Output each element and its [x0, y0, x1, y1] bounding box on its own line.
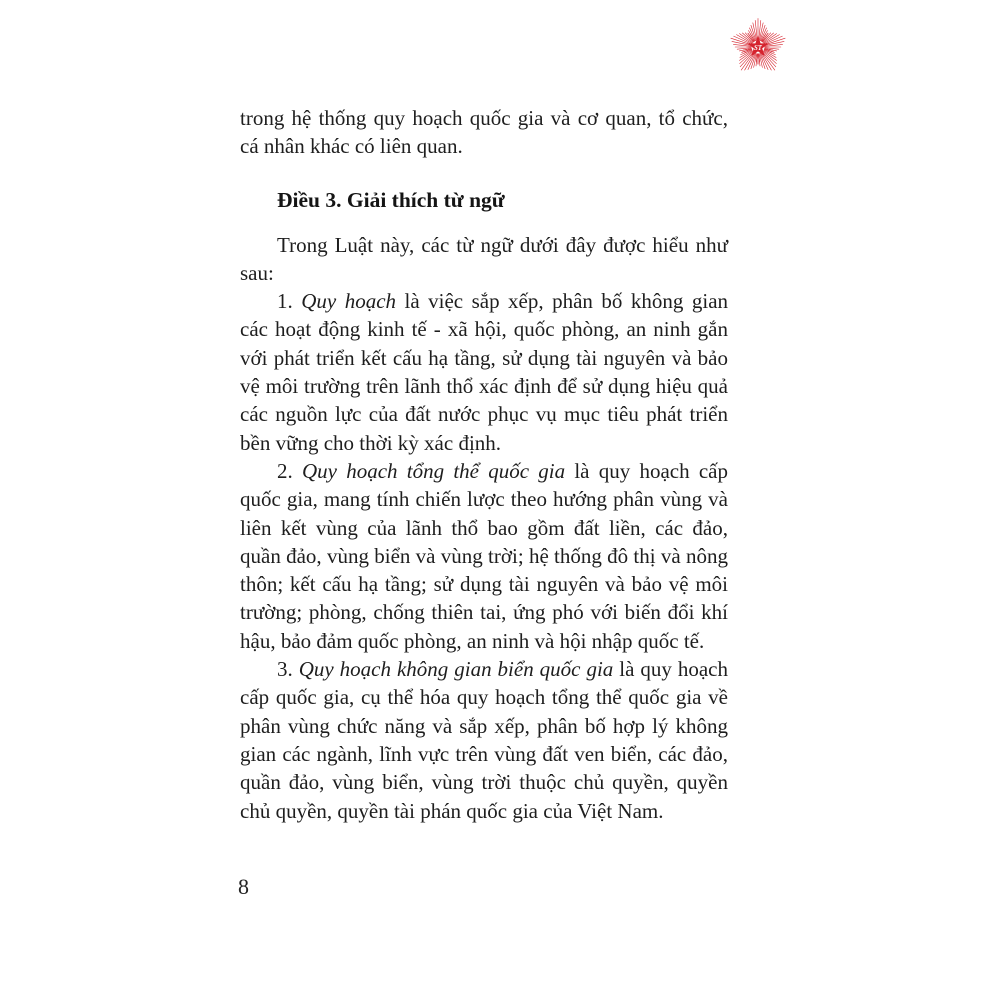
definition-item-1: [240, 287, 728, 457]
paragraph-continuation: trong hệ thống quy hoạch quốc gia và cơ quan, tổ chức, cá nhân khác có liên quan.: [240, 106, 728, 159]
defined-term: Quy hoạch: [301, 289, 397, 314]
page-text-block: [240, 104, 728, 825]
defined-term: Quy hoạch không gian biển quốc gia: [298, 657, 614, 682]
page-number: 8: [238, 874, 249, 899]
definition-text: là quy hoạch cấp quốc gia, cụ thể hóa quy hoạch tổng thể quốc gia về phân vùng chức năng và sắp xếp, phân bố hợp lý không gian các ngành, lĩnh vực trên vùng đất ven biển, các đảo, quần đảo, vùng biển, vùng trời thuộc chủ quyền, quyền chủ quyền, quyền tài phán quốc gia của Việt Nam.: [240, 657, 728, 823]
definition-item-2: [240, 457, 728, 655]
item-number: 3.: [277, 657, 299, 682]
definition-text: là việc sắp xếp, phân bố không gian các hoạt động kinh tế - xã hội, quốc phòng, an ninh gắn với phát triển kết cấu hạ tầng, sử dụng tài nguyên và bảo vệ môi trường trên lãnh thổ xác định để sử dụng hiệu quả các nguồn lực của đất nước phục vụ mục tiêu phát triển bền vững cho thời kỳ xác định.: [240, 289, 729, 455]
article-heading: Điều 3. Giải thích từ ngữ: [277, 187, 505, 212]
defined-term: Quy hoạch tổng thể quốc gia: [301, 458, 566, 483]
definition-item-3: [240, 655, 728, 825]
star-burst-logo-icon: [724, 12, 792, 82]
item-number: 2.: [277, 458, 302, 483]
item-number: 1.: [277, 289, 302, 314]
intro-paragraph: Trong Luật này, các từ ngữ dưới đây được hiểu như sau:: [240, 232, 728, 285]
definition-text: là quy hoạch cấp quốc gia, mang tính chiến lược theo hướng phân vùng và liên kết vùng của lãnh thổ bao gồm đất liền, các đảo, quần đảo, vùng biển và vùng trời; hệ thống đô thị và nông thôn; kết cấu hạ tầng; sử dụng tài nguyên và bảo vệ môi trường; phòng, chống thiên tai, ứng phó với biến đổi khí hậu, bảo đảm quốc phòng, an ninh và hội nhập quốc tế.: [240, 458, 728, 653]
publisher-logo: [724, 12, 792, 82]
publisher-monogram: ST: [754, 44, 762, 52]
